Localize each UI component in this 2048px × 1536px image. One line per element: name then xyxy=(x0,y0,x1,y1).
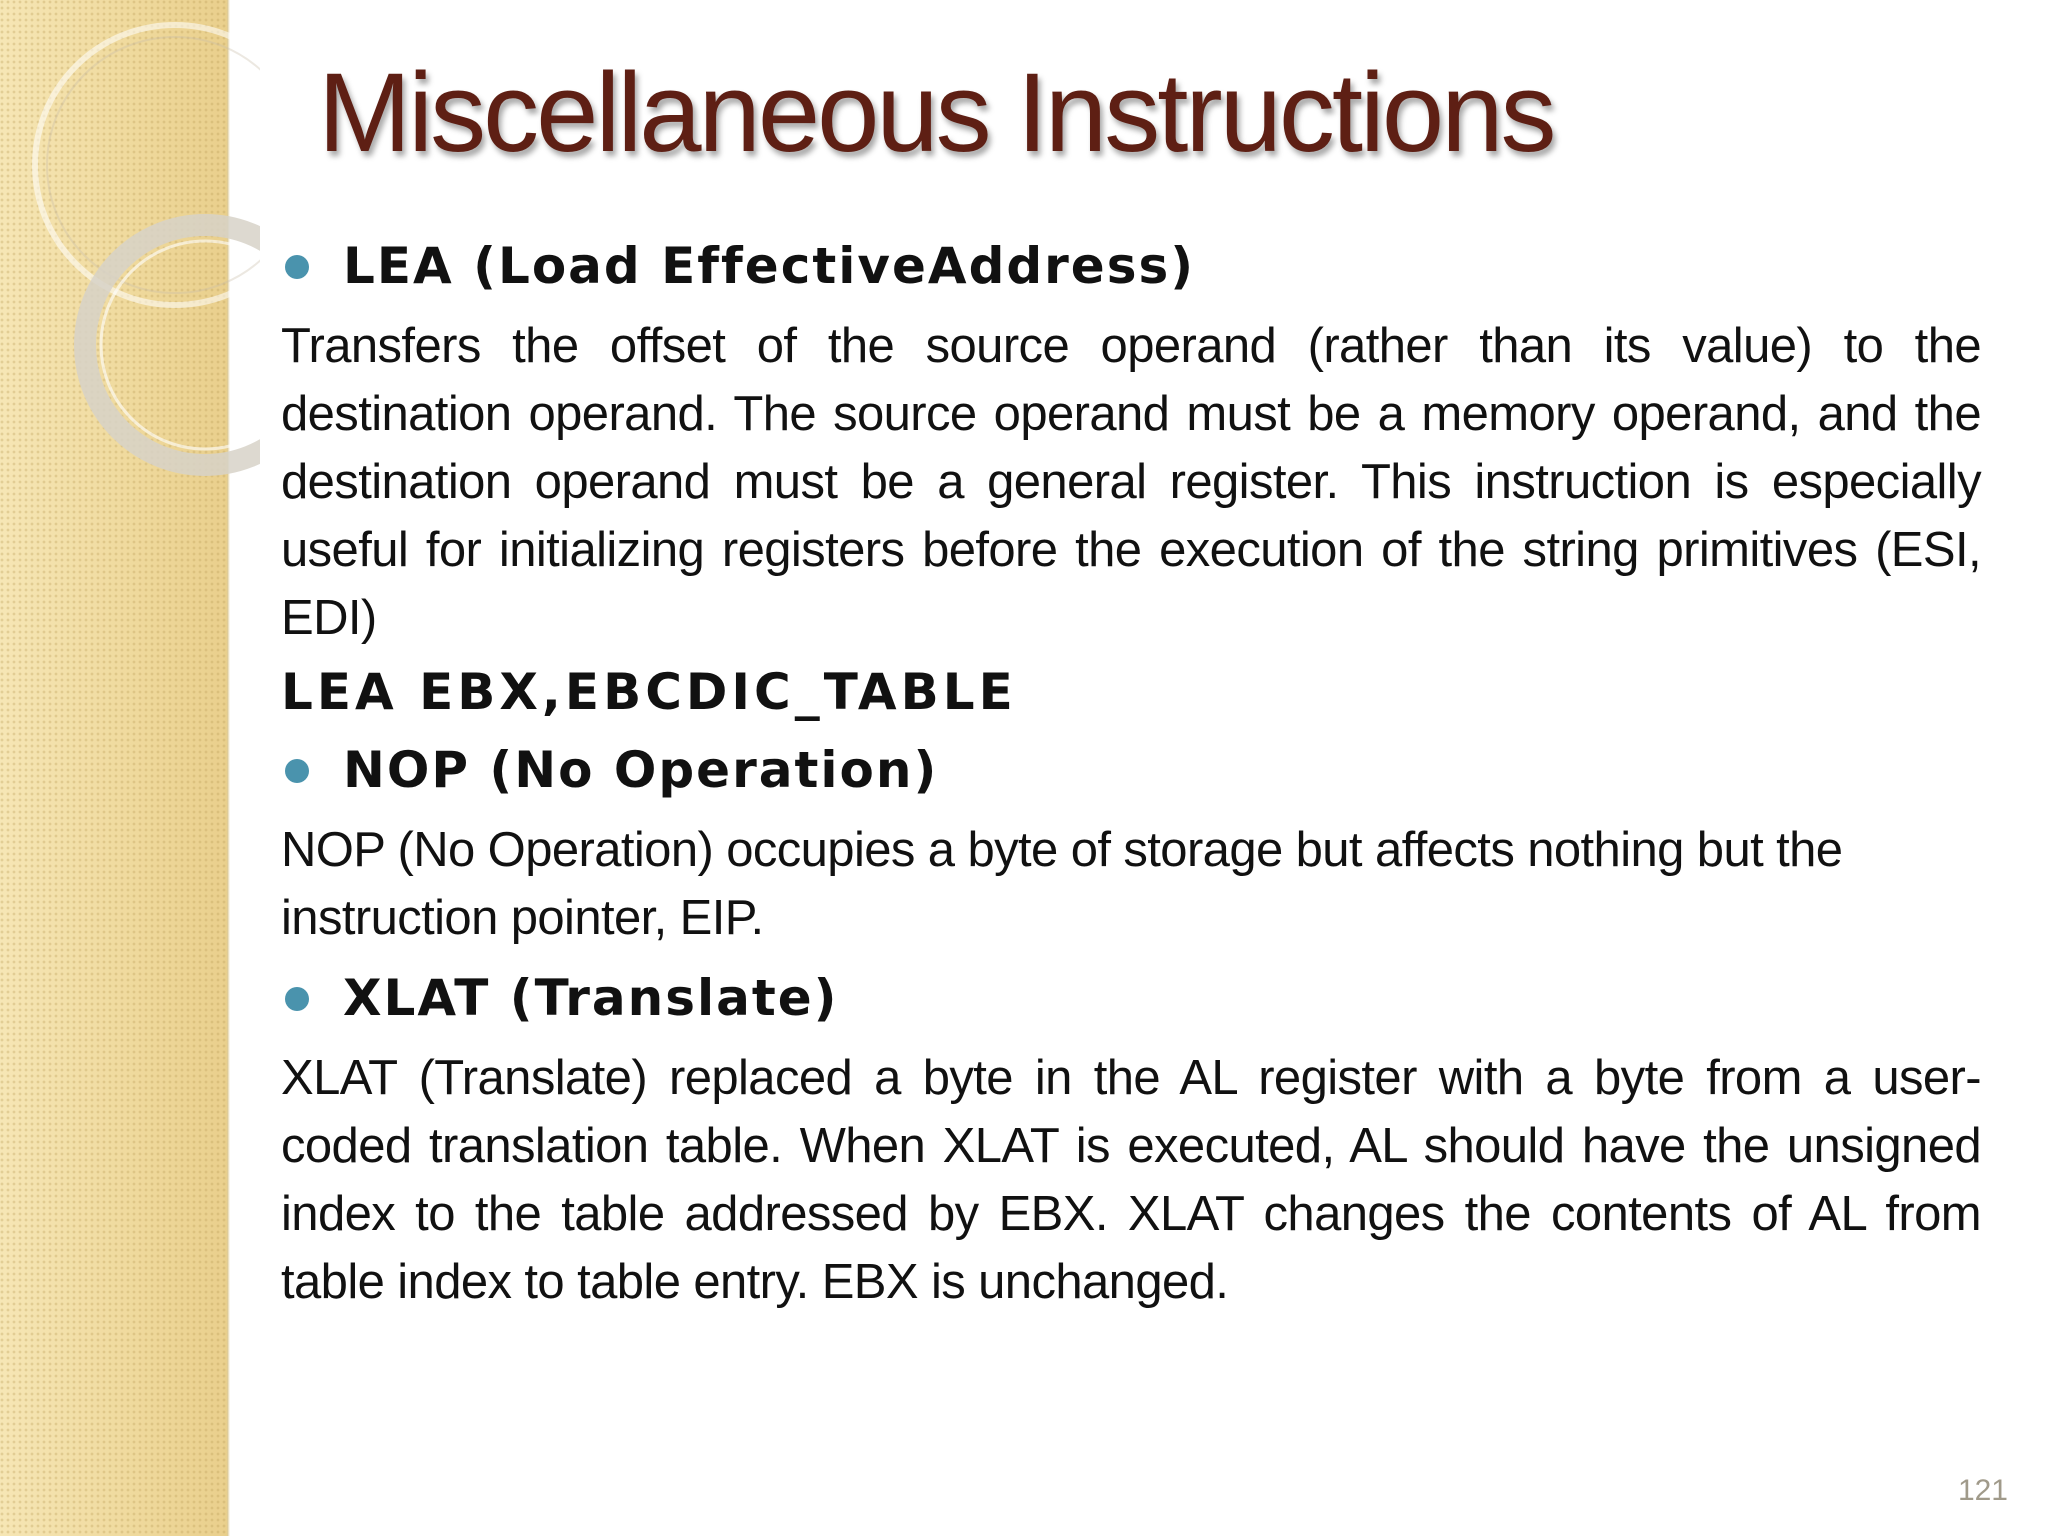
section-heading-xlat xyxy=(281,960,1981,1036)
section-body-xlat: XLAT (Translate) replaced a byte in the AL register with a byte from a user-coded translation table. When XLAT is executed, AL should have the unsigned index to the table addressed by EBX. XLAT changes the contents of AL from table index to table entry. EBX is unchanged. xyxy=(281,1051,1981,1309)
decorative-side-band xyxy=(0,0,229,1536)
bullet-dot-icon xyxy=(285,759,309,783)
code-example-lea: LEA EBX,EBCDIC_TABLE xyxy=(281,663,1017,721)
section-body-lea: Transfers the offset of the source operand (rather than its value) to the destination operand. The source operand must be a memory operand, and the destination operand must be a general register. This instruction is especially useful for initializing registers before the execution of the string primitives (ESI, EDI) xyxy=(281,319,1981,645)
side-band-edge xyxy=(227,0,230,1536)
section-heading-text: LEA (Load EffectiveAddress) xyxy=(343,237,1196,295)
bullet-dot-icon xyxy=(285,255,309,279)
section-heading-lea xyxy=(281,228,1981,304)
section-heading-text: NOP (No Operation) xyxy=(343,741,939,799)
slide-title: Miscellaneous Instructions xyxy=(318,50,1554,175)
page-number: 121 xyxy=(1957,1474,2008,1507)
slide-content xyxy=(281,228,1981,1316)
section-heading-nop xyxy=(281,732,1981,808)
bullet-dot-icon xyxy=(285,987,309,1011)
section-body-nop: NOP (No Operation) occupies a byte of storage but affects nothing but the instruction pointer, EIP. xyxy=(281,823,1843,945)
section-heading-text: XLAT (Translate) xyxy=(343,969,839,1027)
